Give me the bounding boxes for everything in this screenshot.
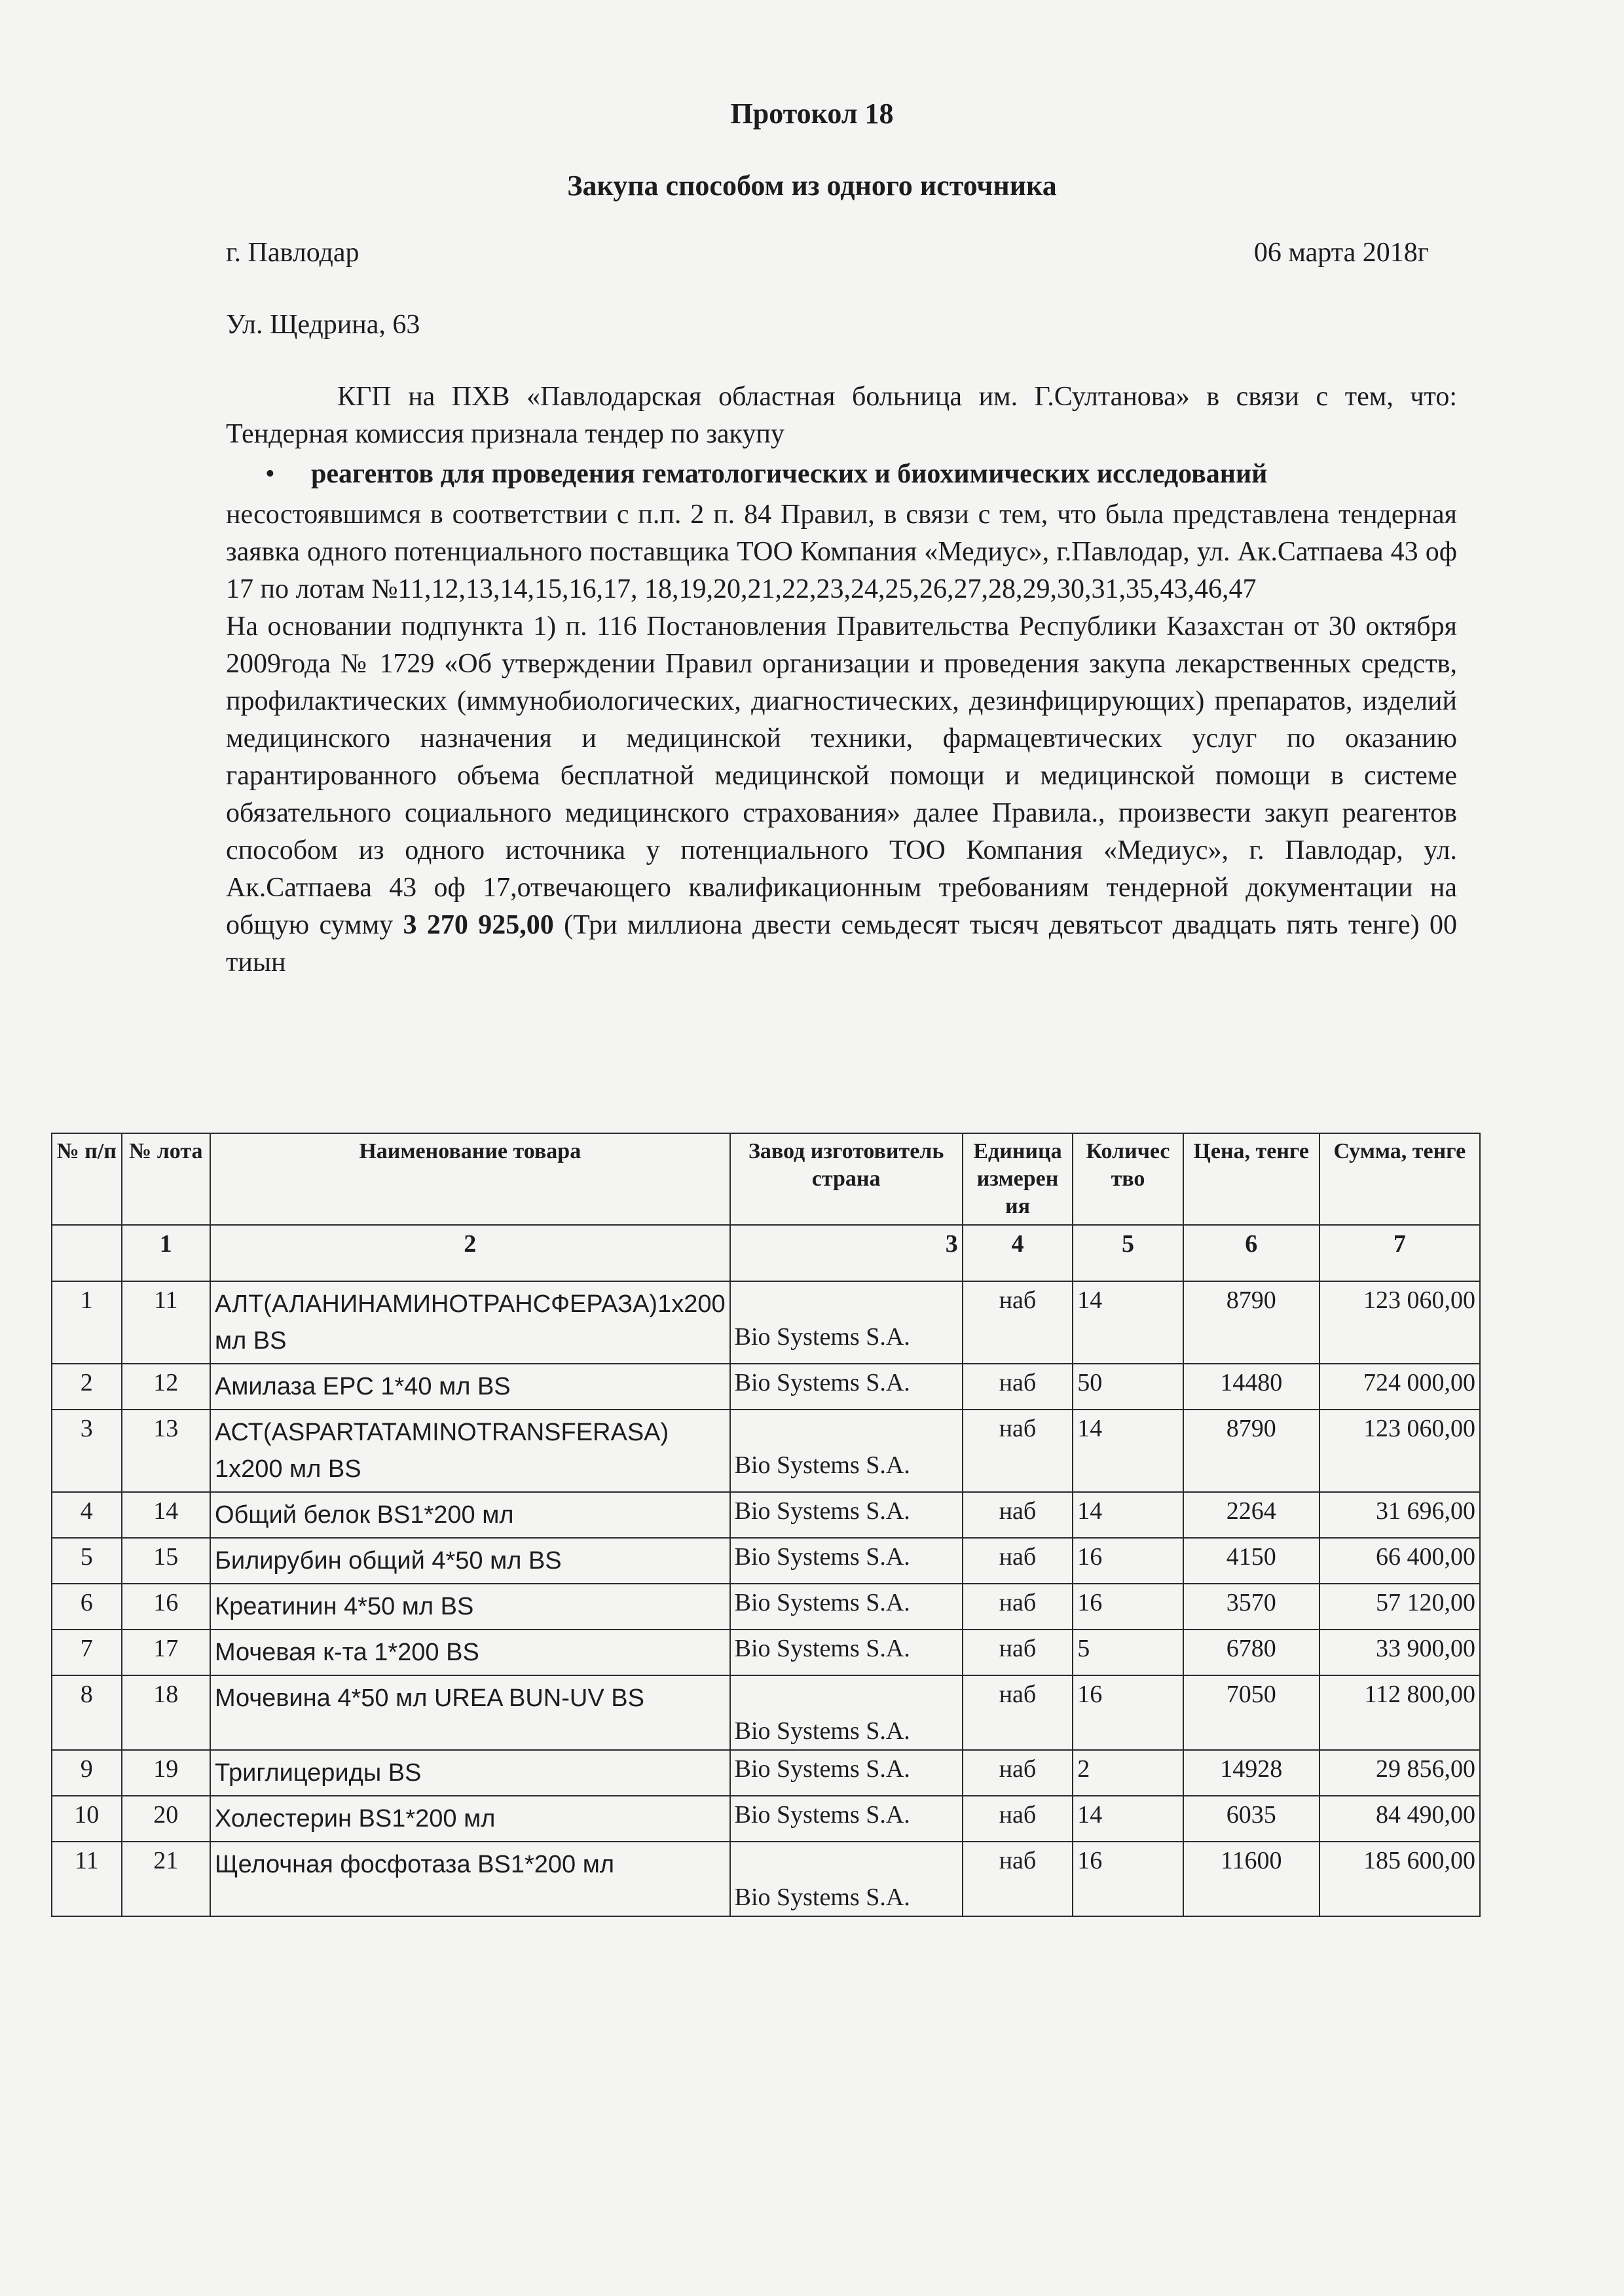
table-row [52, 1675, 1480, 1750]
table-row [52, 1796, 1480, 1842]
quantity [1073, 1584, 1183, 1630]
unit-text: наб [999, 1801, 1037, 1829]
header-cell: Единица измерен ия [963, 1133, 1073, 1225]
lot-number-text: 16 [153, 1589, 179, 1616]
row-number-text: 8 [80, 1681, 93, 1708]
line-sum-text: 57 120,00 [1376, 1589, 1475, 1616]
product-name [210, 1675, 730, 1750]
unit-text: наб [999, 1497, 1037, 1525]
row-number-text: 7 [80, 1635, 93, 1662]
row-number [52, 1584, 122, 1630]
lot-number [122, 1364, 210, 1410]
protocol-subtitle: Закупа способом из одного источника [567, 170, 1057, 202]
body-part2: На основании подпункта 1) п. 116 Постановления Правительства Республики Казахстан от 30 октября 2009года № 1729 «Об утверждении Правил организации и проведения закупа лекарственных средств, профилактических (иммунобиологических, диагностических, дезинфицирующих) препаратов, изделий медицинского назначения и медицинской техники, фармацевтических услуг по оказанию гарантированного объема бесплатной медицинской помощи и медицинской помощи в системе обязательного социального медицинского страхования» далее Правила., произвести закуп реагентов способом из одного источника у потенциального ТОО Компания «Медиус», г. Павлодар, ул. Ак.Сатпаева 43 оф 17,отвечающего квалификационным требованиям тендерной документации на общую сумму [226, 611, 1457, 940]
column-number-row [52, 1225, 1480, 1281]
protocol-date: 06 марта 2018г [1253, 238, 1429, 268]
lot-number-text: 17 [153, 1635, 179, 1662]
price [1183, 1410, 1320, 1492]
unit-text: наб [999, 1635, 1037, 1662]
price-text: 6780 [1226, 1635, 1276, 1662]
column-number: 5 [1073, 1225, 1183, 1281]
unit [963, 1630, 1073, 1675]
unit [963, 1492, 1073, 1538]
quantity [1073, 1364, 1183, 1410]
header-cell: Количес тво [1073, 1133, 1183, 1225]
quantity [1073, 1410, 1183, 1492]
unit-text: наб [999, 1681, 1037, 1708]
product-name [210, 1750, 730, 1796]
line-sum-text: 185 600,00 [1363, 1847, 1475, 1874]
manufacturer [730, 1796, 963, 1842]
manufacturer-text: Bio Systems S.A. [734, 1717, 910, 1745]
header-cell: № лота [122, 1133, 210, 1225]
header-cell: Наименование товара [210, 1133, 730, 1225]
line-sum [1320, 1675, 1480, 1750]
bullet-icon: • [265, 459, 275, 489]
product-name-text: АЛТ(АЛАНИНАМИНОТРАНСФЕРАЗА)1х200 мл BS [214, 1290, 726, 1355]
row-number [52, 1492, 122, 1538]
unit-text: наб [999, 1543, 1037, 1571]
price [1183, 1796, 1320, 1842]
table-row [52, 1538, 1480, 1584]
unit-text: наб [999, 1415, 1037, 1442]
lot-number-text: 19 [153, 1755, 179, 1783]
unit [963, 1364, 1073, 1410]
row-number-text: 1 [80, 1286, 93, 1314]
lot-number-text: 11 [153, 1286, 178, 1314]
quantity-text: 14 [1077, 1415, 1103, 1442]
lot-number [122, 1675, 210, 1750]
manufacturer [730, 1630, 963, 1675]
unit [963, 1796, 1073, 1842]
lot-number [122, 1538, 210, 1584]
line-sum [1320, 1842, 1480, 1916]
product-name-text: Холестерин BS1*200 мл [214, 1805, 496, 1832]
unit [963, 1842, 1073, 1916]
manufacturer-text: Bio Systems S.A. [734, 1884, 910, 1911]
city: г. Павлодар [226, 238, 360, 268]
table-row [52, 1842, 1480, 1916]
product-name [210, 1630, 730, 1675]
price-text: 8790 [1226, 1286, 1276, 1314]
manufacturer-text: Bio Systems S.A. [734, 1801, 910, 1829]
lot-number-text: 12 [153, 1369, 179, 1396]
goods-table [51, 1133, 1481, 1917]
intro-paragraph: КГП на ПХВ «Павлодарская областная больница им. Г.Султанова» в связи с тем, что: Тендерная комиссия признала тендер по закупу [226, 382, 1457, 449]
table-row [52, 1281, 1480, 1364]
lot-number [122, 1842, 210, 1916]
row-number [52, 1675, 122, 1750]
lot-number [122, 1584, 210, 1630]
unit [963, 1675, 1073, 1750]
product-name-text: Креатинин 4*50 мл BS [214, 1593, 474, 1620]
line-sum [1320, 1750, 1480, 1796]
row-number-text: 9 [80, 1755, 93, 1783]
unit-text: наб [999, 1369, 1037, 1396]
manufacturer-text: Bio Systems S.A. [734, 1497, 910, 1525]
quantity-text: 5 [1077, 1635, 1090, 1662]
row-number [52, 1281, 122, 1364]
product-name [210, 1584, 730, 1630]
line-sum-text: 123 060,00 [1363, 1286, 1475, 1314]
table-row [52, 1750, 1480, 1796]
column-number [52, 1225, 122, 1281]
unit [963, 1281, 1073, 1364]
table-header-row [52, 1133, 1480, 1225]
price-text: 11600 [1220, 1847, 1282, 1874]
line-sum [1320, 1492, 1480, 1538]
lot-number-text: 21 [153, 1847, 179, 1874]
line-sum [1320, 1538, 1480, 1584]
header-cell: № п/п [52, 1133, 122, 1225]
quantity-text: 14 [1077, 1497, 1103, 1525]
price [1183, 1630, 1320, 1675]
price-text: 3570 [1226, 1589, 1276, 1616]
unit [963, 1750, 1073, 1796]
price-text: 14480 [1220, 1369, 1283, 1396]
line-sum [1320, 1281, 1480, 1364]
price [1183, 1538, 1320, 1584]
row-number [52, 1842, 122, 1916]
lot-number [122, 1410, 210, 1492]
row-number-text: 10 [74, 1801, 100, 1829]
unit-text: наб [999, 1755, 1037, 1783]
product-name [210, 1492, 730, 1538]
lot-number-text: 20 [153, 1801, 179, 1829]
manufacturer [730, 1842, 963, 1916]
quantity [1073, 1538, 1183, 1584]
lot-number [122, 1492, 210, 1538]
lot-number-text: 18 [153, 1681, 179, 1708]
price-text: 14928 [1220, 1755, 1283, 1783]
quantity-text: 14 [1077, 1801, 1103, 1829]
quantity [1073, 1796, 1183, 1842]
product-name [210, 1538, 730, 1584]
manufacturer-text: Bio Systems S.A. [734, 1635, 910, 1662]
price [1183, 1584, 1320, 1630]
quantity-text: 50 [1077, 1369, 1103, 1396]
row-number-text: 4 [80, 1497, 93, 1525]
product-name-text: Триглицериды BS [214, 1759, 422, 1787]
lot-number [122, 1281, 210, 1364]
manufacturer-text: Bio Systems S.A. [734, 1589, 910, 1616]
lot-number-text: 13 [153, 1415, 179, 1442]
lot-number-text: 14 [153, 1497, 179, 1525]
price [1183, 1675, 1320, 1750]
manufacturer [730, 1584, 963, 1630]
row-number [52, 1750, 122, 1796]
column-number: 6 [1183, 1225, 1320, 1281]
body-part1: несостоявшимся в соответствии с п.п. 2 п. 84 Правил, в связи с тем, что была представлена тендерная заявка одного потенциального поставщика ТОО Компания «Медиус», г.Павлодар, ул. Ак.Сатпаева 43 оф 17 по лотам №11,12,13,14,15,16,17, 18,19,20,21,22,23,24,25,26,27,28,29,30,31,35,43,46,47 [226, 500, 1457, 604]
manufacturer [730, 1281, 963, 1364]
quantity [1073, 1492, 1183, 1538]
quantity-text: 2 [1077, 1755, 1090, 1783]
total-words: (Три миллиона двести семьдесят тысяч девятьсот двадцать пять тенге) 00 тиын [226, 910, 1458, 977]
quantity-text: 16 [1077, 1847, 1103, 1874]
row-number [52, 1538, 122, 1584]
line-sum [1320, 1410, 1480, 1492]
price [1183, 1281, 1320, 1364]
header-cell: Завод изготовитель страна [730, 1133, 963, 1225]
row-number-text: 3 [80, 1415, 93, 1442]
protocol-title: Протокол 18 [730, 98, 894, 130]
bullet-text: реагентов для проведения гематологических и биохимических исследований [311, 459, 1268, 489]
quantity-text: 16 [1077, 1589, 1103, 1616]
manufacturer [730, 1750, 963, 1796]
table-row [52, 1584, 1480, 1630]
unit-text: наб [999, 1589, 1037, 1616]
manufacturer-text: Bio Systems S.A. [734, 1755, 910, 1783]
lot-number [122, 1630, 210, 1675]
table-row [52, 1364, 1480, 1410]
unit [963, 1538, 1073, 1584]
row-number [52, 1410, 122, 1492]
product-name-text: Мочевая к-та 1*200 BS [214, 1639, 479, 1666]
price-text: 4150 [1226, 1543, 1276, 1571]
quantity [1073, 1630, 1183, 1675]
lot-number [122, 1796, 210, 1842]
quantity [1073, 1281, 1183, 1364]
address: Ул. Щедрина, 63 [226, 310, 420, 340]
product-name-text: Амилаза EPC 1*40 мл BS [214, 1373, 511, 1400]
line-sum-text: 31 696,00 [1376, 1497, 1475, 1525]
manufacturer [730, 1492, 963, 1538]
line-sum-text: 29 856,00 [1376, 1755, 1475, 1783]
manufacturer-text: Bio Systems S.A. [734, 1323, 910, 1351]
row-number-text: 6 [80, 1589, 93, 1616]
manufacturer-text: Bio Systems S.A. [734, 1543, 910, 1571]
column-number: 3 [730, 1225, 963, 1281]
header-cell: Сумма, тенге [1320, 1133, 1480, 1225]
quantity-text: 14 [1077, 1286, 1103, 1314]
quantity [1073, 1842, 1183, 1916]
line-sum [1320, 1364, 1480, 1410]
line-sum-text: 112 800,00 [1364, 1681, 1475, 1708]
line-sum [1320, 1584, 1480, 1630]
table-row [52, 1410, 1480, 1492]
price-text: 6035 [1226, 1801, 1276, 1829]
manufacturer [730, 1410, 963, 1492]
unit-text: наб [999, 1847, 1037, 1874]
line-sum-text: 123 060,00 [1363, 1415, 1475, 1442]
price [1183, 1364, 1320, 1410]
unit [963, 1584, 1073, 1630]
manufacturer [730, 1675, 963, 1750]
product-name-text: Мочевина 4*50 мл UREA BUN-UV BS [214, 1685, 644, 1712]
column-number: 1 [122, 1225, 210, 1281]
lot-number-text: 15 [153, 1543, 179, 1571]
row-number [52, 1630, 122, 1675]
price-text: 8790 [1226, 1415, 1276, 1442]
unit-text: наб [999, 1286, 1037, 1314]
product-name [210, 1410, 730, 1492]
column-number: 2 [210, 1225, 730, 1281]
quantity-text: 16 [1077, 1543, 1103, 1571]
product-name [210, 1364, 730, 1410]
product-name-text: АСТ(ASPARTATAMINOTRANSFERASA) 1х200 мл BS [214, 1419, 669, 1483]
row-number-text: 5 [80, 1543, 93, 1571]
product-name [210, 1281, 730, 1364]
quantity-text: 16 [1077, 1681, 1103, 1708]
column-number: 4 [963, 1225, 1073, 1281]
row-number-text: 11 [74, 1847, 99, 1874]
product-name-text: Щелочная фосфотаза BS1*200 мл [214, 1851, 615, 1878]
price [1183, 1492, 1320, 1538]
row-number-text: 2 [80, 1369, 93, 1396]
row-number [52, 1364, 122, 1410]
manufacturer [730, 1364, 963, 1410]
line-sum-text: 724 000,00 [1363, 1369, 1475, 1396]
unit [963, 1410, 1073, 1492]
price [1183, 1750, 1320, 1796]
line-sum [1320, 1796, 1480, 1842]
manufacturer-text: Bio Systems S.A. [734, 1369, 910, 1396]
price-text: 2264 [1226, 1497, 1276, 1525]
product-name [210, 1796, 730, 1842]
quantity [1073, 1750, 1183, 1796]
row-number [52, 1796, 122, 1842]
lot-number [122, 1750, 210, 1796]
line-sum-text: 33 900,00 [1376, 1635, 1475, 1662]
quantity [1073, 1675, 1183, 1750]
table-row [52, 1492, 1480, 1538]
column-number: 7 [1320, 1225, 1480, 1281]
body-paragraph [226, 496, 1457, 981]
product-name-text: Общий белок BS1*200 мл [214, 1501, 514, 1529]
total-sum: 3 270 925,00 [403, 910, 554, 940]
price-text: 7050 [1226, 1681, 1276, 1708]
table-row [52, 1630, 1480, 1675]
product-name-text: Билирубин общий 4*50 мл BS [214, 1547, 562, 1575]
header-cell: Цена, тенге [1183, 1133, 1320, 1225]
manufacturer [730, 1538, 963, 1584]
line-sum-text: 84 490,00 [1376, 1801, 1475, 1829]
line-sum-text: 66 400,00 [1376, 1543, 1475, 1571]
line-sum [1320, 1630, 1480, 1675]
manufacturer-text: Bio Systems S.A. [734, 1451, 910, 1479]
product-name [210, 1842, 730, 1916]
price [1183, 1842, 1320, 1916]
